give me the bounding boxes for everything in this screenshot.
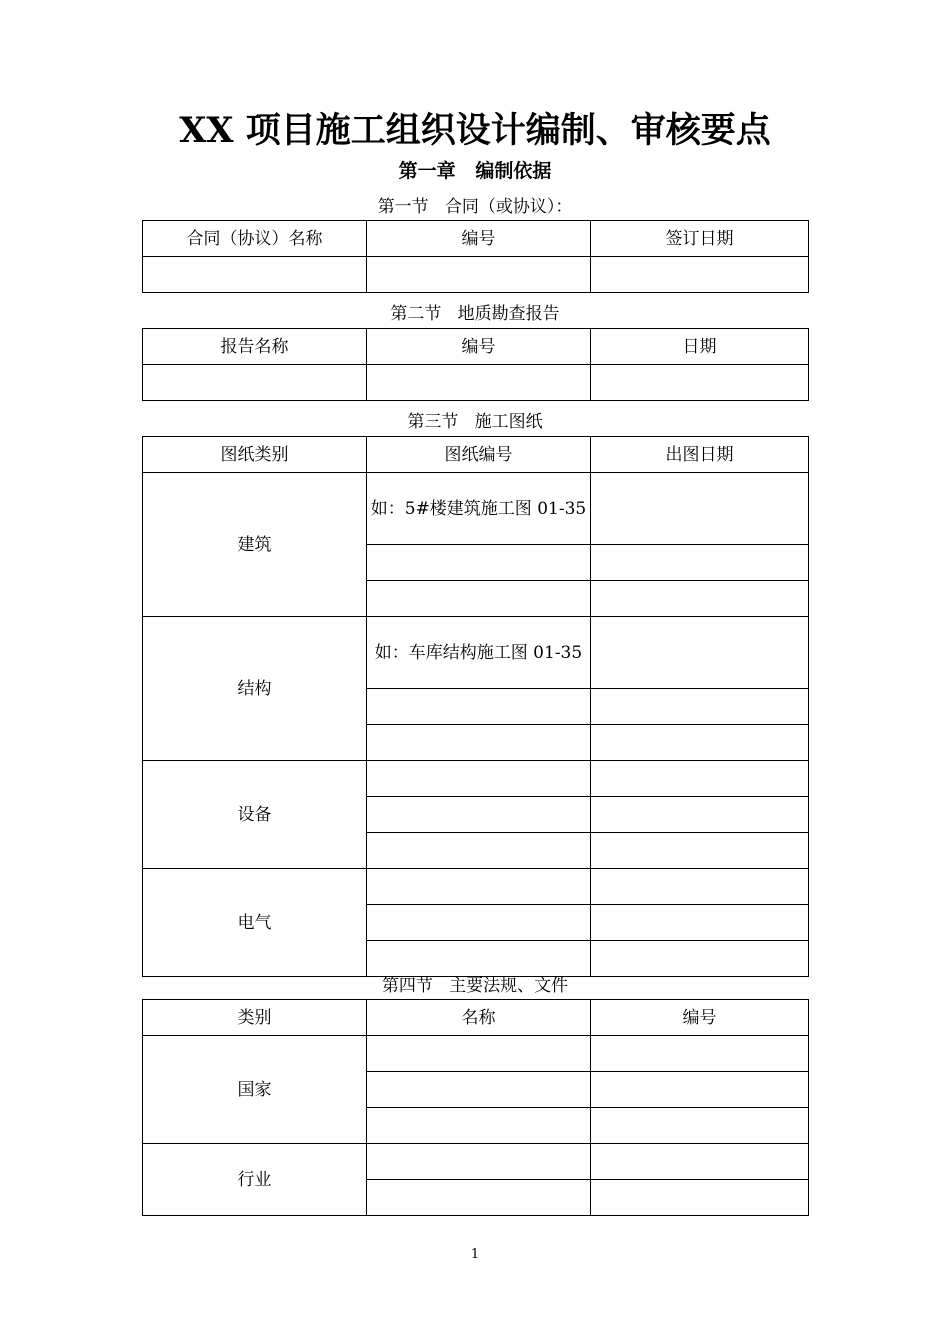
table-cell xyxy=(591,581,809,617)
header-cell: 编号 xyxy=(591,1000,809,1036)
section-1-heading: 第一节 合同（或协议）： xyxy=(377,197,573,217)
table-cell xyxy=(591,761,809,797)
table-cell xyxy=(591,1144,809,1180)
category-cell: 结构 xyxy=(143,617,367,761)
table-cell xyxy=(591,869,809,905)
table-cell xyxy=(591,833,809,869)
header-cell: 名称 xyxy=(367,1000,591,1036)
table-header-row xyxy=(143,437,809,473)
header-cell: 图纸编号 xyxy=(367,437,591,473)
section-2-heading: 第二节 地质勘查报告 xyxy=(390,304,560,324)
header-cell: 编号 xyxy=(367,221,591,257)
table-cell xyxy=(367,1072,591,1108)
table-row xyxy=(143,473,809,545)
table-cell xyxy=(367,1144,591,1180)
table-cell xyxy=(367,545,591,581)
table-row xyxy=(143,257,809,293)
section-3-heading: 第三节 施工图纸 xyxy=(407,412,543,432)
table-cell xyxy=(591,689,809,725)
table-header-row xyxy=(143,1000,809,1036)
table-cell xyxy=(591,473,809,545)
table-cell xyxy=(591,725,809,761)
table-cell xyxy=(367,257,591,293)
header-cell: 合同（协议）名称 xyxy=(143,221,367,257)
table-cell xyxy=(591,941,809,977)
table-cell xyxy=(591,797,809,833)
table-cell xyxy=(367,797,591,833)
table-cell xyxy=(591,1108,809,1144)
drawing-number-cell: 如：车库结构施工图 01-35 xyxy=(367,617,591,689)
table-cell xyxy=(367,1108,591,1144)
table-cell xyxy=(143,365,367,401)
table-cell xyxy=(367,725,591,761)
table-cell xyxy=(367,689,591,725)
header-cell: 出图日期 xyxy=(591,437,809,473)
table-cell xyxy=(367,869,591,905)
table-cell xyxy=(367,833,591,869)
table-cell xyxy=(367,365,591,401)
header-cell: 报告名称 xyxy=(143,329,367,365)
category-cell: 电气 xyxy=(143,869,367,977)
header-cell: 编号 xyxy=(367,329,591,365)
category-cell: 设备 xyxy=(143,761,367,869)
page-number: 1 xyxy=(470,1247,480,1262)
category-cell: 国家 xyxy=(143,1036,367,1144)
table-row xyxy=(143,1036,809,1072)
drawing-number-cell: 如：5#楼建筑施工图 01-35 xyxy=(367,473,591,545)
table-row xyxy=(143,1144,809,1180)
table-cell xyxy=(143,257,367,293)
table-cell xyxy=(591,365,809,401)
table-cell xyxy=(367,905,591,941)
header-cell: 日期 xyxy=(591,329,809,365)
table-row xyxy=(143,869,809,905)
chapter-heading: 第一章 编制依据 xyxy=(398,160,552,182)
geology-report-table xyxy=(142,328,809,401)
table-cell xyxy=(591,617,809,689)
document-title: XX 项目施工组织设计编制、审核要点 xyxy=(179,110,771,151)
contract-table xyxy=(142,220,809,293)
table-cell xyxy=(591,1180,809,1216)
table-cell xyxy=(591,905,809,941)
table-cell xyxy=(367,761,591,797)
table-cell xyxy=(367,581,591,617)
table-cell xyxy=(591,257,809,293)
section-4-heading: 第四节 主要法规、文件 xyxy=(381,976,569,996)
table-row xyxy=(143,617,809,689)
table-cell xyxy=(367,1036,591,1072)
regulations-table xyxy=(142,999,809,1216)
table-header-row xyxy=(143,221,809,257)
table-row xyxy=(143,761,809,797)
table-cell xyxy=(591,1036,809,1072)
header-cell: 签订日期 xyxy=(591,221,809,257)
table-cell xyxy=(591,545,809,581)
table-row xyxy=(143,365,809,401)
header-cell: 图纸类别 xyxy=(143,437,367,473)
table-cell xyxy=(591,1072,809,1108)
header-cell: 类别 xyxy=(143,1000,367,1036)
category-cell: 行业 xyxy=(143,1144,367,1216)
table-header-row xyxy=(143,329,809,365)
table-cell xyxy=(367,1180,591,1216)
table-cell xyxy=(367,941,591,977)
drawings-table xyxy=(142,436,809,977)
category-cell: 建筑 xyxy=(143,473,367,617)
